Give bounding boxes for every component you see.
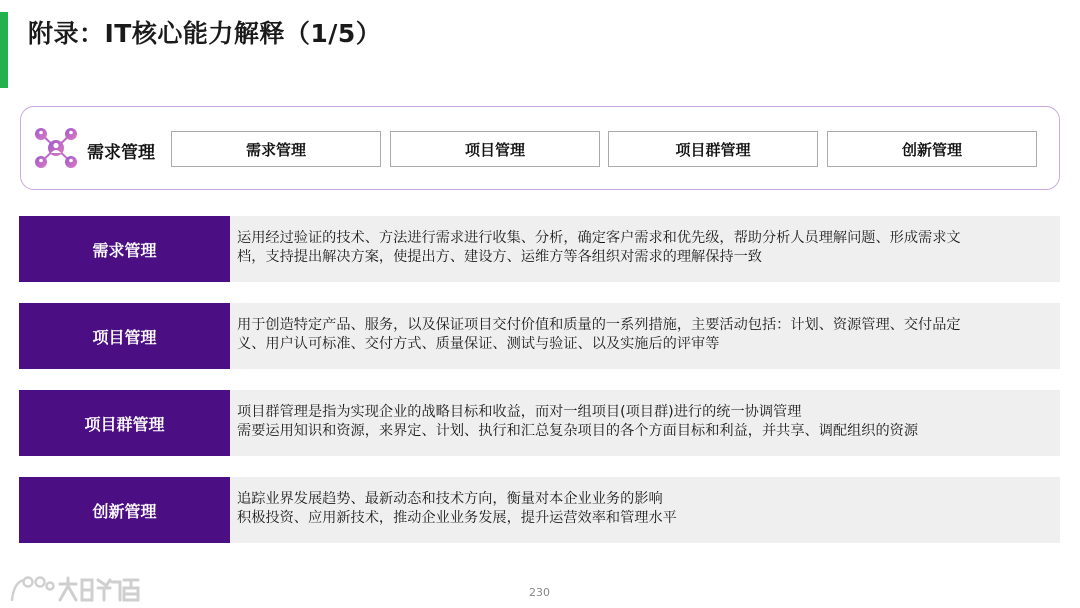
row-label: 需求管理 [19,216,230,282]
row-description [230,477,1060,543]
capability-row-innovation [19,477,1060,543]
page-number: 230 [529,586,550,599]
row-description [230,390,1060,456]
page-title: 附录：IT核心能力解释（1/5） [28,19,382,48]
summary-label: 需求管理 [87,143,155,163]
description-line: 档，支持提出解决方案，使提出方、建设方、运维方等各组织对需求的理解保持一致 [237,249,762,265]
row-label: 项目管理 [19,303,230,369]
description-line: 项目群管理是指为实现企业的战略目标和收益，而对一组项目(项目群)进行的统一协调管理 [237,404,802,420]
watermark-logo [6,572,146,606]
row-label: 项目群管理 [19,390,230,456]
capability-row-program [19,390,1060,456]
people-network-icon [30,122,82,174]
summary-box-project: 项目管理 [390,131,600,167]
row-label: 创新管理 [19,477,230,543]
description-line: 需要运用知识和资源，来界定、计划、执行和汇总复杂项目的各个方面目标和利益，并共享、调配组织的资源 [237,423,919,439]
summary-box-innovation: 创新管理 [827,131,1037,167]
row-description [230,303,1060,369]
description-line: 积极投资、应用新技术，推动企业业务发展，提升运营效率和管理水平 [237,510,677,526]
description-line: 义、用户认可标准、交付方式、质量保证、测试与验证、以及实施后的评审等 [237,336,720,352]
description-line: 用于创造特定产品、服务，以及保证项目交付价值和质量的一系列措施，主要活动包括：计划、资源管理、交付品定 [237,317,961,333]
summary-box-program: 项目群管理 [608,131,818,167]
capability-row-project [19,303,1060,369]
description-line: 追踪业界发展趋势、最新动态和技术方向，衡量对本企业业务的影响 [237,491,663,507]
summary-box-demand: 需求管理 [171,131,381,167]
row-description [230,216,1060,282]
description-line: 运用经过验证的技术、方法进行需求进行收集、分析，确定客户需求和优先级，帮助分析人员理解问题、形成需求文 [237,230,961,246]
title-accent-bar [0,12,8,88]
capability-row-demand [19,216,1060,282]
